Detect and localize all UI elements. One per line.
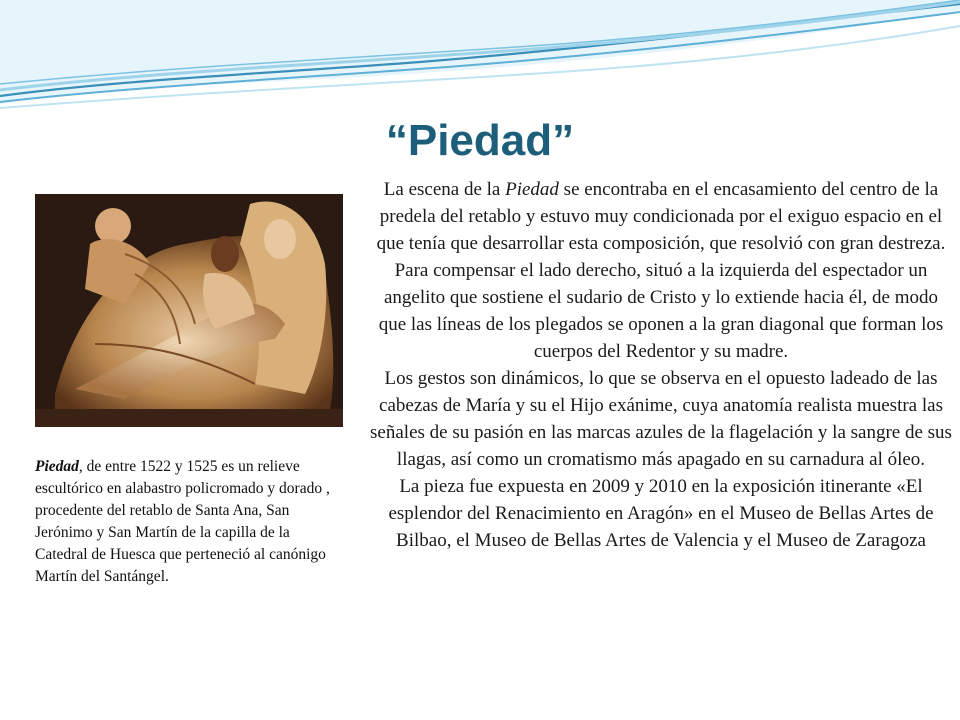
caption-text: , de entre 1522 y 1525 es un relieve escultórico en alabastro policromado y dorado , procedente del retablo de Santa Ana, San Jerónimo y San Martín de la capilla de la Catedral de Huesca que perteneció al canónigo Martín del Santángel. bbox=[35, 458, 330, 585]
slide-title: “Piedad” bbox=[385, 116, 575, 165]
paragraph-1 bbox=[368, 176, 954, 365]
image-caption bbox=[35, 456, 345, 588]
paragraph-1-italic: Piedad bbox=[505, 179, 559, 200]
caption-title: Piedad bbox=[35, 458, 79, 475]
paragraph-1-start: La escena de la bbox=[383, 179, 506, 200]
paragraph-2: Los gestos son dinámicos, lo que se observa en el opuesto ladeado de las cabezas de María y su el Hijo exánime, cuya anatomía realista muestra las señales de su pasión en las marcas azules de la flagelación y la sangre de sus llagas, así como un cromatismo más apagado en su carnadura al óleo. bbox=[370, 368, 952, 470]
header-wave-decoration bbox=[0, 0, 960, 120]
main-text bbox=[368, 176, 954, 554]
piedad-sculpture-image bbox=[35, 194, 343, 427]
paragraph-3: La pieza fue expuesta en 2009 y 2010 en la exposición itinerante «El esplendor del Renacimiento en Aragón» en el Museo de Bellas Artes de Bilbao, el Museo de Bellas Artes de Valencia y el Museo de Zaragoza bbox=[388, 476, 934, 551]
paragraph-1-rest: se encontraba en el encasamiento del centro de la predela del retablo y estuvo muy condicionada por el exiguo espacio en el que tenía que desarrollar esta composición, que resolvió con gran destreza. Para compensar el lado derecho, situó a la izquierda del espectador un angelito que sostiene el sudario de Cristo y lo extiende hacia él, de modo que las líneas de los plegados se oponen a la gran diagonal que forman los cuerpos del Redentor y su madre. bbox=[376, 179, 946, 362]
